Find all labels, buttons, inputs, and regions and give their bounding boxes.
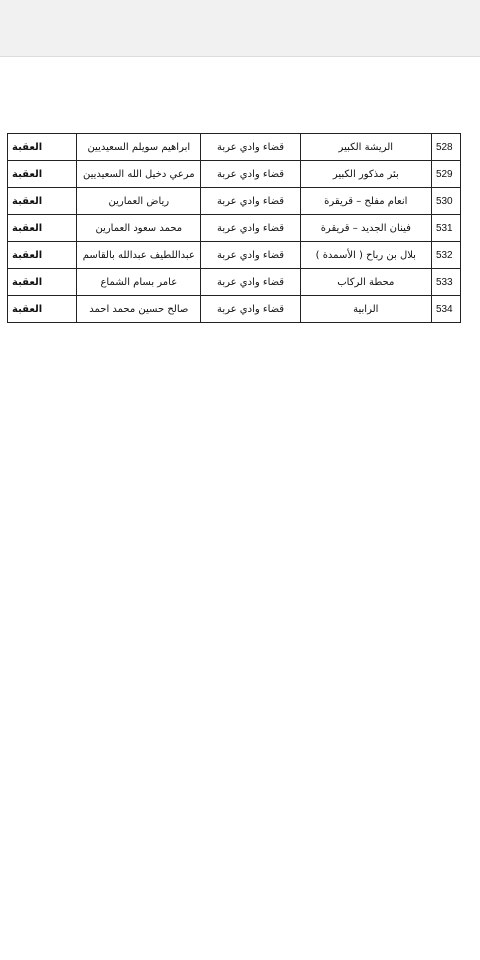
row-number: 532 [431, 242, 460, 269]
row-number: 529 [431, 161, 460, 188]
governorate-cell: العقبة [8, 269, 77, 296]
place-cell: الريشة الكبير [300, 134, 431, 161]
governorate-cell: العقبة [8, 296, 77, 323]
name-cell: رياض العمارين [77, 188, 201, 215]
place-cell: الرابية [300, 296, 431, 323]
table-row [8, 188, 461, 215]
table-row [8, 269, 461, 296]
name-cell: محمد سعود العمارين [77, 215, 201, 242]
district-cell: قضاء وادي عربة [201, 296, 300, 323]
place-cell: بلال بن رباح ( الأسمدة ) [300, 242, 431, 269]
row-number: 534 [431, 296, 460, 323]
governorate-cell: العقبة [8, 188, 77, 215]
table-row [8, 161, 461, 188]
table-row [8, 134, 461, 161]
district-cell: قضاء وادي عربة [201, 134, 300, 161]
governorate-cell: العقبة [8, 215, 77, 242]
table-row [8, 296, 461, 323]
district-cell: قضاء وادي عربة [201, 242, 300, 269]
row-number: 528 [431, 134, 460, 161]
place-cell: محطة الركاب [300, 269, 431, 296]
name-cell: عامر بسام الشماع [77, 269, 201, 296]
place-cell: فينان الجديد – قريقرة [300, 215, 431, 242]
row-number: 530 [431, 188, 460, 215]
place-cell: انعام مفلح – قريقرة [300, 188, 431, 215]
row-number: 531 [431, 215, 460, 242]
district-cell: قضاء وادي عربة [201, 161, 300, 188]
name-cell: مرعي دخيل الله السعيديين [77, 161, 201, 188]
district-cell: قضاء وادي عربة [201, 188, 300, 215]
place-cell: بئر مذكور الكبير [300, 161, 431, 188]
governorate-cell: العقبة [8, 134, 77, 161]
district-cell: قضاء وادي عربة [201, 215, 300, 242]
table-row [8, 215, 461, 242]
district-cell: قضاء وادي عربة [201, 269, 300, 296]
table-row [8, 242, 461, 269]
governorate-cell: العقبة [8, 161, 77, 188]
viewer-top-bar [0, 0, 480, 57]
row-number: 533 [431, 269, 460, 296]
name-cell: صالح حسين محمد احمد [77, 296, 201, 323]
polling-stations-table [7, 133, 461, 323]
governorate-cell: العقبة [8, 242, 77, 269]
name-cell: ابراهيم سويلم السعيديين [77, 134, 201, 161]
name-cell: عبداللطيف عبدالله بالقاسم [77, 242, 201, 269]
